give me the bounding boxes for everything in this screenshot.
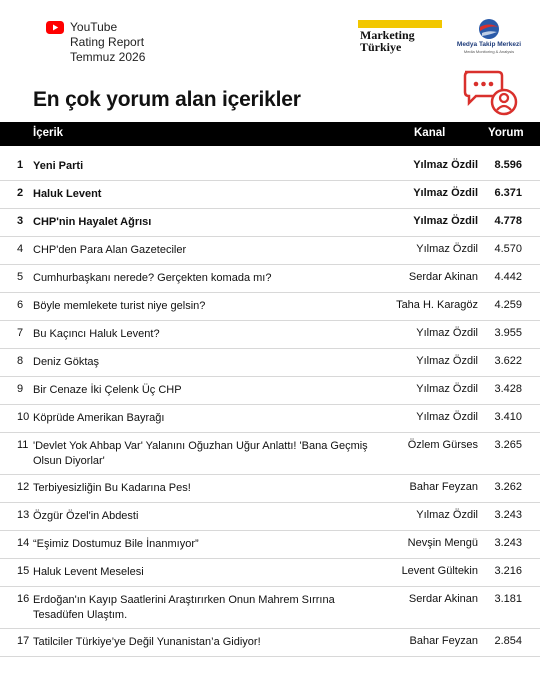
row-rank: 11 — [17, 439, 29, 451]
row-channel: Yılmaz Özdil — [413, 187, 478, 199]
row-channel: Levent Gültekin — [401, 565, 478, 577]
row-rank: 8 — [17, 355, 24, 367]
row-channel: Yılmaz Özdil — [416, 355, 478, 367]
row-channel: Yılmaz Özdil — [413, 215, 478, 227]
table-row — [0, 502, 540, 531]
row-title: Tatilciler Türkiye’ye Değil Yunanistan’a Gidiyor! — [33, 636, 261, 648]
row-channel: Serdar Akinan — [408, 271, 478, 283]
row-channel: Taha H. Karagöz — [396, 299, 478, 311]
report-type: Rating Report — [70, 35, 145, 49]
report-period: Temmuz 2026 — [70, 50, 146, 64]
row-rank: 3 — [17, 215, 24, 227]
table-row — [0, 264, 540, 293]
row-comments: 4.442 — [494, 271, 522, 283]
table-row — [0, 432, 540, 475]
medya-takip-merkezi-logo — [452, 18, 526, 58]
row-rank: 4 — [17, 243, 24, 255]
table-row — [0, 376, 540, 405]
page-title: En çok yorum alan içerikler — [33, 88, 301, 111]
table-row — [0, 320, 540, 349]
row-rank: 1 — [17, 159, 24, 171]
table-row — [0, 530, 540, 559]
row-comments: 3.265 — [494, 439, 522, 451]
marketing-turkiye-logo — [358, 20, 442, 56]
table-row — [0, 236, 540, 265]
row-title: Bir Cenaze İki Çelenk Üç CHP — [33, 384, 182, 396]
table-row — [0, 348, 540, 377]
table-row — [0, 404, 540, 433]
row-title: Yeni Parti — [33, 160, 84, 172]
row-title: 'Devlet Yok Ahbap Var' Yalanını Oğuzhan Uğur Anlattı! 'Bana Geçmiş Olsun Diyorlar' — [33, 440, 368, 467]
row-title: Özgür Özel'in Abdesti — [33, 510, 139, 522]
row-rank: 7 — [17, 327, 24, 339]
column-header-comments: Yorum — [488, 127, 524, 139]
row-title: Erdoğan'ın Kayıp Saatlerini Araştırırken Onun Mahrem Sırrına Tesadüfen Ulaştım. — [33, 594, 335, 621]
row-title: Deniz Göktaş — [33, 356, 100, 368]
table-row — [0, 558, 540, 587]
row-rank: 15 — [17, 565, 30, 577]
row-title: CHP'nin Hayalet Ağrısı — [33, 216, 152, 228]
row-channel: Yılmaz Özdil — [416, 243, 478, 255]
logo-text-line2: Türkiye — [360, 40, 402, 54]
chat-comments-icon — [462, 68, 520, 118]
column-header-channel: Kanal — [414, 127, 446, 139]
row-channel: Özlem Gürses — [407, 439, 478, 451]
table-row — [0, 474, 540, 503]
row-comments: 3.216 — [494, 565, 522, 577]
report-header — [0, 0, 540, 120]
row-title: Cumhurbaşkanı nerede? Gerçekten komada mı? — [33, 272, 272, 284]
globe-icon — [478, 18, 500, 40]
row-title: Köprüde Amerikan Bayrağı — [33, 412, 165, 424]
row-title: Terbiyesizliğin Bu Kadarına Pes! — [33, 482, 191, 494]
row-rank: 10 — [17, 411, 30, 423]
row-channel: Yılmaz Özdil — [413, 159, 478, 171]
row-comments: 3.243 — [494, 537, 522, 549]
row-rank: 9 — [17, 383, 24, 395]
row-channel: Yılmaz Özdil — [416, 327, 478, 339]
logo-yellow-bar — [358, 20, 442, 28]
table-header — [0, 122, 540, 146]
row-comments: 8.596 — [494, 159, 522, 171]
row-comments: 3.410 — [494, 411, 522, 423]
row-title: Bu Kaçıncı Haluk Levent? — [33, 328, 160, 340]
row-comments: 3.262 — [494, 481, 522, 493]
row-rank: 17 — [17, 635, 30, 647]
row-comments: 4.778 — [494, 215, 522, 227]
row-rank: 14 — [17, 537, 30, 549]
row-channel: Nevşin Mengü — [407, 537, 478, 549]
row-title: CHP'den Para Alan Gazeteciler — [33, 244, 187, 256]
row-channel: Bahar Feyzan — [409, 481, 478, 493]
row-comments: 3.622 — [494, 355, 522, 367]
logo-subtitle: Media Monitoring & Analysis — [463, 49, 515, 54]
table-row — [0, 628, 540, 657]
report-platform: YouTube — [70, 20, 118, 34]
row-rank: 12 — [17, 481, 30, 493]
row-channel: Yılmaz Özdil — [416, 411, 478, 423]
logo-name: Medya Takip Merkezi — [456, 41, 522, 48]
logo-text-line1: Marketing — [360, 28, 415, 42]
row-comments: 3.955 — [494, 327, 522, 339]
report-info — [70, 20, 145, 65]
row-rank: 2 — [17, 187, 24, 199]
table-row — [0, 152, 540, 181]
row-comments: 4.259 — [494, 299, 522, 311]
youtube-logo-icon — [46, 21, 64, 34]
table-row — [0, 180, 540, 209]
row-comments: 6.371 — [494, 187, 522, 199]
row-channel: Yılmaz Özdil — [416, 509, 478, 521]
row-rank: 5 — [17, 271, 24, 283]
table-row — [0, 208, 540, 237]
row-comments: 3.181 — [494, 593, 522, 605]
column-header-content: İçerik — [33, 127, 64, 139]
row-comments: 4.570 — [494, 243, 522, 255]
row-channel: Serdar Akinan — [408, 593, 478, 605]
table-row — [0, 292, 540, 321]
table-row — [0, 586, 540, 629]
row-rank: 16 — [17, 593, 30, 605]
row-channel: Bahar Feyzan — [409, 635, 478, 647]
row-title: Böyle memlekete turist niye gelsin? — [33, 300, 206, 312]
row-title: Haluk Levent — [33, 188, 102, 200]
row-channel: Yılmaz Özdil — [416, 383, 478, 395]
row-comments: 2.854 — [494, 635, 522, 647]
row-comments: 3.428 — [494, 383, 522, 395]
row-comments: 3.243 — [494, 509, 522, 521]
row-title: Haluk Levent Meselesi — [33, 566, 144, 578]
row-rank: 6 — [17, 299, 24, 311]
row-rank: 13 — [17, 509, 30, 521]
row-title: “Eşimiz Dostumuz Bile İnanmıyor” — [33, 538, 199, 550]
